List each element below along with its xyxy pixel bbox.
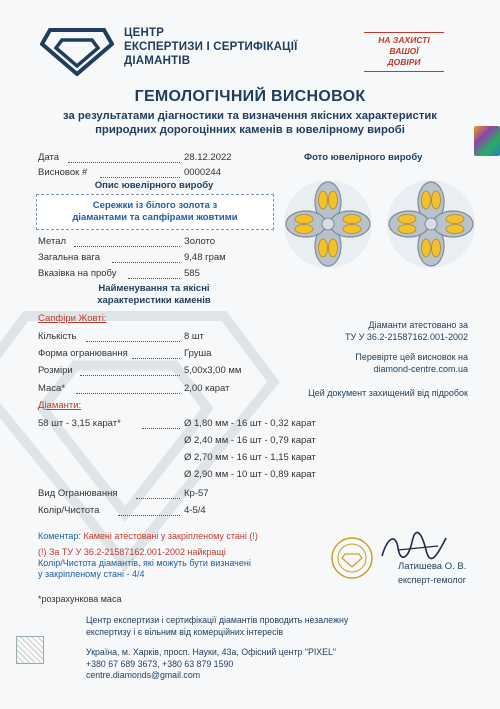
trust-stamp: [364, 32, 444, 72]
warning-line-2: Колір/Чистота діамантів, які можуть бути визначені: [38, 558, 251, 568]
divider: [142, 428, 180, 429]
check-line-1: Перевірте цей висновок на: [355, 352, 468, 362]
description-heading: Опис ювелірного виробу: [94, 180, 214, 191]
earring-right: [387, 180, 475, 268]
comment-label: Коментар:: [38, 531, 81, 541]
divider: [128, 278, 180, 279]
footer-line-2: експертизу і є вільним від комерційних інтересів: [86, 626, 284, 637]
diamond-row: Ø 1,80 мм - 16 шт - 0,32 карат: [184, 418, 316, 429]
diamond-row: Ø 2,70 мм - 16 шт - 1,15 карат: [184, 452, 316, 463]
divider: [132, 358, 180, 359]
earrings-photo: [276, 172, 482, 276]
divider: [112, 262, 180, 263]
org-line-3: ДІАМАНТІВ: [124, 55, 191, 67]
stamp-line-3: ДОВІРИ: [387, 57, 421, 67]
diamond-cut-label: Вид Огранювання: [38, 488, 118, 499]
sapphire-size-value: 5,00х3,00 мм: [184, 365, 242, 376]
probe-label: Вказівка на пробу: [38, 268, 117, 279]
subtitle-line-1: за результатами діагностики та визначення якісних характеристик: [63, 110, 437, 122]
footnote: *розрахункова маса: [38, 594, 122, 604]
stones-heading: [36, 283, 272, 307]
signer-role: експерт-гемолог: [398, 575, 467, 585]
footer-email[interactable]: centre.diamonds@gmail.com: [86, 670, 201, 680]
comment-text: Камені атестовані у закріпленому стані (!): [83, 531, 258, 541]
divider: [80, 375, 180, 376]
divider: [100, 177, 180, 178]
signature-icon: [378, 530, 450, 564]
divider: [76, 393, 180, 394]
warning-line-3: у закріпленому стані - 4/4: [38, 569, 145, 579]
document-subtitle: [0, 109, 500, 137]
divider: [118, 515, 180, 516]
diamond-cut-value: Кр-57: [184, 488, 209, 499]
org-line-2: ЕКСПЕРТИЗИ І СЕРТИФІКАЦІЇ: [124, 41, 298, 53]
sapphire-cut-value: Груша: [184, 348, 212, 359]
certification-note: [300, 320, 468, 343]
document-title: ГЕМОЛОГІЧНИЙ ВИСНОВОК: [134, 88, 366, 105]
divider: [68, 162, 180, 163]
sapphire-mass-label: Маса*: [38, 383, 66, 394]
protected-note: Цей документ захищений від підробок: [308, 388, 468, 398]
diamonds-total-label: 58 шт - 3,15 карат*: [38, 418, 121, 429]
earring-left: [284, 180, 372, 268]
probe-value: 585: [184, 268, 200, 279]
signer-name: Латишева О. В.: [398, 561, 467, 572]
sapphire-size-label: Розміри: [38, 365, 73, 376]
cert-line-2: ТУ У 36.2-21587162.001-2002: [344, 331, 468, 342]
weight-value: 9,48 грам: [184, 252, 226, 263]
seal-stamp-icon: [330, 536, 374, 580]
diamond-row: Ø 2,40 мм - 16 шт - 0,79 карат: [184, 435, 316, 446]
diamond-row: Ø 2,90 мм - 10 шт - 0,89 карат: [184, 469, 316, 480]
cert-line-1: Діаманти атестовано за: [368, 320, 468, 330]
metal-label: Метал: [38, 236, 67, 247]
footer-line-1: Центр експертизи і сертифікації діамантів проводить незалежну: [86, 615, 349, 625]
number-value: 0000244: [184, 167, 221, 178]
weight-label: Загальна вага: [38, 252, 100, 263]
stamp-line-2: ВАШОЇ: [389, 46, 419, 56]
warning: [38, 547, 251, 580]
divider: [74, 246, 180, 247]
divider: [136, 498, 180, 499]
sapphire-mass-value: 2,00 карат: [184, 383, 230, 394]
sapphires-heading: Сапфіри Жовті:: [38, 313, 107, 324]
description-line-1: Сережки із білого золота з: [92, 200, 218, 211]
subtitle-line-2: природних дорогоцінних каменів в ювелірному виробі: [95, 124, 405, 136]
diamond-logo-icon: [40, 24, 114, 76]
comment: [38, 531, 258, 542]
date-label: Дата: [38, 152, 60, 163]
footer: [86, 615, 348, 682]
hologram-icon: [474, 126, 500, 156]
stamp-line-1: НА ЗАХИСТІ: [378, 35, 430, 45]
photo-title: Фото ювелірного виробу: [304, 152, 423, 163]
diamond-color-value: 4-5/4: [184, 505, 206, 516]
diamond-color-label: Колір/Чистота: [38, 505, 100, 516]
diamonds-heading: Діаманти:: [38, 400, 82, 411]
metal-value: Золото: [184, 236, 216, 247]
verification-note: [300, 352, 468, 375]
footer-address: Україна, м. Харків, просп. Науки, 43а, Офісний центр "PIXEL": [86, 647, 337, 657]
qr-code-icon: [16, 636, 44, 664]
divider: [86, 341, 180, 342]
sapphire-cut-label: Форма огранювання: [38, 348, 128, 359]
description-line-2: діамантами та сапфірами жовтими: [72, 212, 238, 223]
warning-line-1: (!) За ТУ У 36.2-21587162.001-2002 найкращі: [38, 547, 226, 557]
date-value: 28.12.2022: [184, 152, 232, 163]
number-label: Висновок #: [38, 167, 88, 178]
org-line-1: ЦЕНТР: [124, 27, 165, 39]
stones-heading-line-2: характеристики каменів: [97, 295, 211, 306]
footer-phones: +380 67 689 3673, +380 63 879 1590: [86, 658, 234, 669]
sapphire-count-value: 8 шт: [184, 331, 204, 342]
stones-heading-line-1: Найменування та якісні: [98, 283, 210, 294]
organization-name: [124, 26, 298, 68]
sapphire-count-label: Кількість: [38, 331, 77, 342]
description-box: [36, 194, 274, 230]
verification-link[interactable]: diamond-centre.com.ua: [373, 363, 468, 374]
